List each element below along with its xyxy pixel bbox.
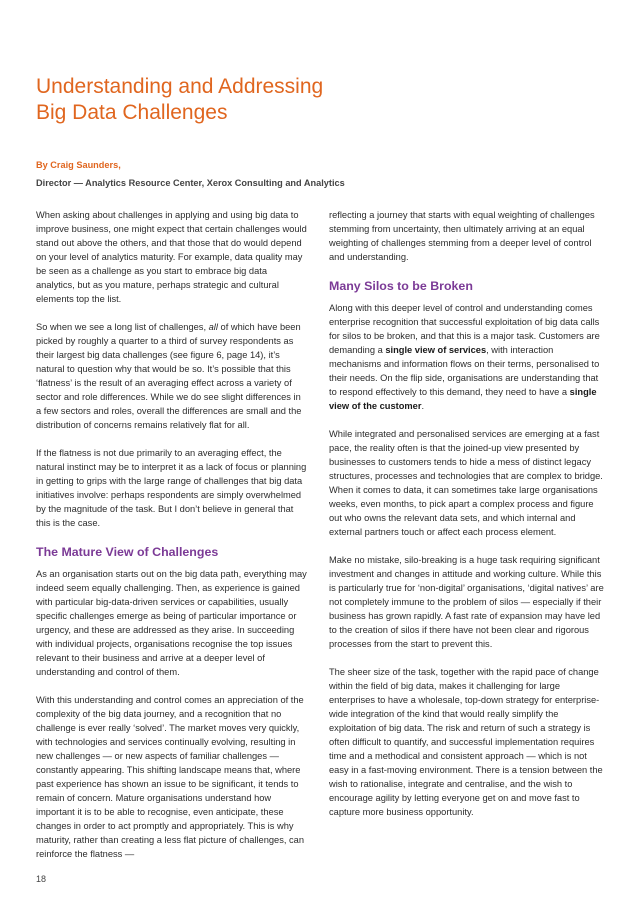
section-heading-many-silos: Many Silos to be Broken: [329, 279, 473, 293]
section-heading-mature-view: The Mature View of Challenges: [36, 545, 219, 559]
bold-term: single view of the customer: [329, 387, 597, 411]
author-role: Director — Analytics Resource Center, Xerox Consulting and Analytics: [36, 178, 345, 188]
text-run: .: [421, 401, 425, 411]
paragraph: While integrated and personalised services are emerging at a fast pace, the reality often is that the joined-up view presented by businesses to customers tends to hide a mess of distinct legacy structures, processes and technologies that are complex to bridge. When it comes to data, it can sometimes take large organisations weeks, even months, to pick apart a complex process and figure out who owns the relevant data sets, and which internal and external partners touch or affect each process element.: [329, 429, 603, 537]
text-run: Along with this deeper level of control and understanding comes enterprise recognition that successful exploitation of big data calls for silos to be broken, and that this is a major task. Customers are demanding a: [329, 303, 600, 355]
byline: [36, 156, 536, 192]
text-run: of which have been picked by roughly a quarter to a third of survey respondents as their largest big data challenges (see figure 6, page 14), it’s natural to question why that would be so. It’s possible that this ‘flatness’ is the result of an averaging effect across a variety of sector and role differences. While we do see slight differences in a few sectors and roles, overall the differences are small and the distribution of concerns remains relatively flat for all.: [36, 322, 302, 430]
paragraph: [36, 320, 308, 432]
bold-term: single view of services: [385, 345, 487, 355]
paragraph: [329, 301, 607, 413]
paragraph: When asking about challenges in applying and using big data to improve business, one might expect that certain challenges would stand out above the others, and that those that do would depend on your level of analytics maturity. For example, data quality may be seen as a challenge as you start to embrace big data analytics, but as you mature, perhaps strategic and cultural elements top the list.: [36, 210, 307, 304]
emphasis: all: [208, 322, 218, 332]
title-line-2: Big Data Challenges: [36, 101, 228, 124]
page-number: 18: [36, 874, 47, 884]
paragraph: Make no mistake, silo-breaking is a huge task requiring significant investment and changes in attitude and working culture. While this is particularly true for ‘non-digital’ organisations, ‘digital natives’ are not completely immune to the problem of silos — especially if their business has grown rapidly. A fast rate of expansion may have led to the creation of silos if there have not been clear and rigorous processes from the start to prevent this.: [329, 555, 604, 649]
left-column: [36, 208, 308, 875]
paragraph: If the flatness is not due primarily to an averaging effect, the natural instinct may be to interpret it as a lack of focus or planning in getting to grips with the large range of challenges that big data initiatives involve: perhaps respondents are simply overwhelmed by the magnitude of the task. But I don’t believe in general that this is the case.: [36, 448, 307, 528]
title-line-1: Understanding and Addressing: [36, 75, 324, 98]
paragraph: The sheer size of the task, together with the rapid pace of change within the field of big data, makes it challenging for large enterprises to have a wholesale, top-down strategy for enterprise-wide integration of the kind that would really simplify the exploitation of big data. The risk and return of such a strategy is often difficult to quantify, and successful implementation requires time and a methodical and consistent approach — which is not easy in a fast-moving environment. There is a tension between the wish to rationalise, integrate and centralise, and the wish to encourage agility by letting everyone get on and move fast to capture more business opportunity.: [329, 667, 603, 817]
paragraph: As an organisation starts out on the big data path, everything may indeed seem equally challenging. Then, as experience is gained with particular big-data-driven services or capabilities, usually specific challenges emerge as being of particular importance or urgency, and these are addressed as they arise. In succeeding with individual projects, organisations recognise the top issues relevant to their business and arrive at a deeper level of understanding and control of them.: [36, 569, 307, 677]
text-run: So when we see a long list of challenges,: [36, 322, 209, 332]
right-column: [329, 208, 607, 833]
page-title: [36, 74, 436, 126]
paragraph: reflecting a journey that starts with equal weighting of challenges stemming from uncertainty, then ultimately arriving at an equal weighting of challenges stemming from a deeper level of control and understanding.: [329, 210, 595, 262]
text-run: , with interaction mechanisms and information flows on their terms, personalised to their needs. On the flip side, organisations are understanding that to respond effectively to this demand, they need to have a: [329, 345, 600, 397]
author-name: By Craig Saunders,: [36, 160, 121, 170]
paragraph: With this understanding and control comes an appreciation of the complexity of the big data journey, and a recognition that no challenge is ever really ‘solved’. The market moves very quickly, with technologies and services continually evolving, resulting in new challenges — or new aspects of familiar challenges — constantly appearing. This shifting landscape means that, where past experience has shown an issue to be significant, it tends to remain of concern. Mature organisations understand how important it is to be able to recognise, even anticipate, these changes in order to act promptly and appropriately. This is why maturity, rather than creating a less flat picture of challenges, can reinforce the flatness —: [36, 695, 305, 859]
